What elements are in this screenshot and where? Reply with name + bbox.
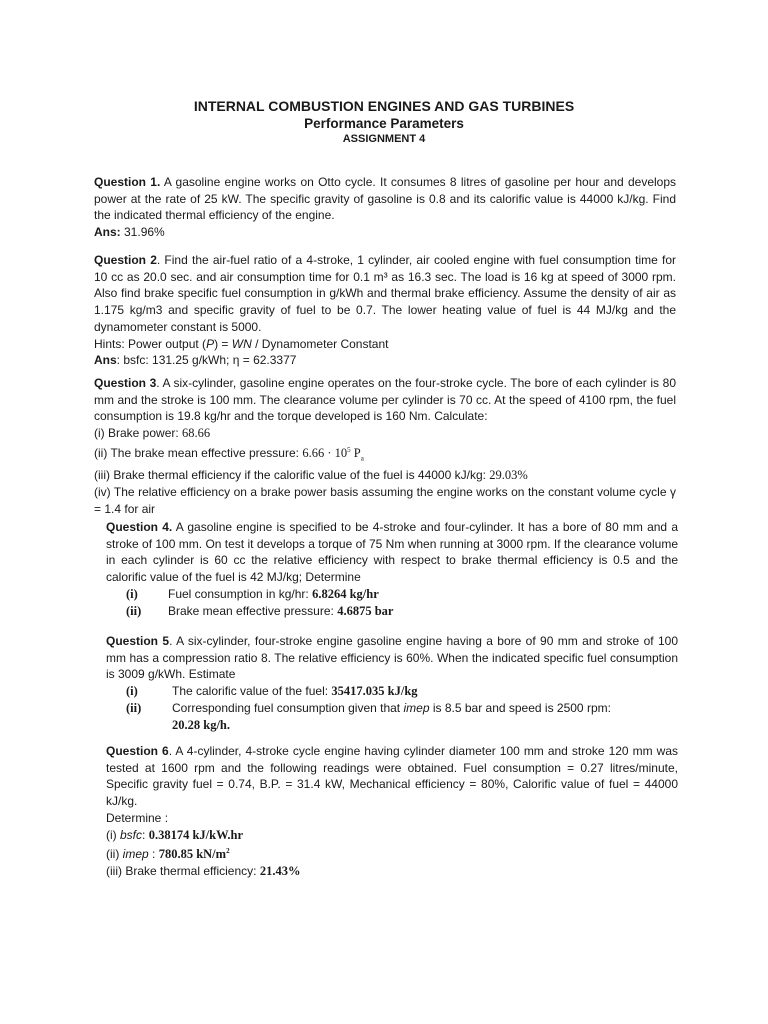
question-6-part-iii: (iii) Brake thermal efficiency: 21.43% bbox=[106, 864, 301, 879]
question-5-label: Question 5 bbox=[106, 634, 170, 648]
answer-value: 4.6875 bar bbox=[337, 603, 394, 618]
question-4 bbox=[106, 519, 678, 619]
question-2-label: Question 2 bbox=[94, 253, 157, 267]
answer-label: Ans: bbox=[94, 225, 121, 240]
question-6-part-ii: (ii) imep : 780.85 $kN/m^2$ bbox=[106, 847, 230, 862]
answer-value: 29.03% bbox=[489, 468, 528, 483]
document-header bbox=[0, 98, 768, 146]
answer-value: 780.85 $kN/m^2$ bbox=[158, 847, 230, 862]
question-1-text bbox=[94, 174, 676, 224]
assignment-number: ASSIGNMENT 4 bbox=[342, 133, 426, 145]
question-5-text bbox=[106, 633, 678, 683]
question-1-label: Question 1. bbox=[94, 175, 161, 189]
question-6-body: . A 4-cylinder, 4-stroke cycle engine having cylinder diameter 100 mm and stroke 120 mm was tested at 1600 rpm and the following readings were obtained. Fuel consumption = 0.27 litres/minute, Specific gravity fuel = 0.74, B.P. = 31.4 kW, Mechanical efficiency = 80%, Calorific value of fuel = 44000 kJ/kg. bbox=[106, 744, 678, 809]
question-1-body: A gasoline engine works on Otto cycle. It consumes 8 litres of gasoline per hour and develops power at the rate of 25 kW. The specific gravity of gasoline is 0.8 and its calorific value is 44000 kJ/kg. Find the indicated thermal efficiency of the engine. bbox=[94, 175, 677, 223]
question-4-part-i: (i) Fuel consumption in kg/hr: 6.8264 kg/hr bbox=[126, 586, 379, 601]
question-6-determine: Determine : bbox=[106, 810, 169, 825]
question-6-label: Question 6 bbox=[106, 744, 169, 758]
question-4-body: A gasoline engine is specified to be 4-stroke and four-cylinder. It has a bore of 80 mm and a stroke of 100 mm. On test it develops a torque of 75 Nm when running at 3000 rpm. If the clearance volume in each cylinder is 60 cc the relative efficiency with respect to brake thermal efficiency is 0.5 and the calorific value of the fuel is 42 MJ/kg; Determine bbox=[106, 520, 678, 585]
question-3-part-ii: (ii) The brake mean effective pressure: $6.66 \cdot 10^5$ $P_a$ bbox=[94, 445, 364, 463]
question-6 bbox=[106, 743, 678, 880]
question-2-answer bbox=[94, 352, 676, 369]
question-5-part-ii: (ii) Corresponding fuel consumption given that imep is 8.5 bar and speed is 2500 rpm: 20.28 kg/h. bbox=[126, 700, 611, 732]
question-3 bbox=[94, 375, 676, 516]
question-4-label: Question 4. bbox=[106, 520, 173, 534]
question-1-answer bbox=[94, 224, 676, 241]
document-subtitle: Performance Parameters bbox=[304, 116, 464, 131]
answer-value: 6.8264 kg/hr bbox=[312, 586, 379, 601]
question-2 bbox=[94, 252, 676, 369]
question-2-body: . Find the air-fuel ratio of a 4-stroke, 1 cylinder, air cooled engine with fuel consumption time for 10 cc as 20.0 sec. and air consumption time for 0.1 m³ as 16.3 sec. The load is 16 kg at speed of 3000 rpm. Also find brake specific fuel consumption in g/kWh and thermal brake efficiency. Assume the density of air as 1.175 kg/m3 and specific gravity of fuel to be 0.7. The lower heating value of fuel is 44 MJ/kg and the dynamometer constant is 5000. bbox=[94, 253, 676, 334]
answer-label: Ans bbox=[94, 353, 117, 368]
answer-value: 68.66 bbox=[182, 426, 211, 441]
question-3-text bbox=[94, 375, 676, 425]
answer-value: : bsfc: 131.25 g/kWh; η = 62.3377 bbox=[116, 353, 297, 368]
question-1 bbox=[94, 174, 676, 241]
question-6-text bbox=[106, 743, 678, 810]
question-5 bbox=[106, 633, 678, 733]
question-5-part-i: (i) The calorific value of the fuel: 35417.035 kJ/kg bbox=[126, 684, 418, 699]
answer-value: 35417.035 kJ/kg bbox=[331, 684, 418, 699]
question-3-label: Question 3 bbox=[94, 376, 157, 390]
question-6-part-i: (i) bsfc: 0.38174 kJ/kW.hr bbox=[106, 827, 244, 842]
question-4-text bbox=[106, 519, 678, 586]
answer-value: 31.96% bbox=[120, 225, 165, 240]
answer-value: 21.43% bbox=[259, 864, 301, 879]
question-2-hint: Hints: Power output (P) = WN / Dynamometer Constant bbox=[94, 336, 389, 351]
question-4-part-ii: (ii) Brake mean effective pressure: 4.6875 bar bbox=[126, 603, 394, 618]
question-5-body: . A six-cylinder, four-stroke engine gasoline engine having a bore of 90 mm and stroke of 100 mm has a compression ratio 8. The relative efficiency is 60%. When the indicated specific fuel consumption is 3009 g/kWh. Estimate bbox=[106, 634, 679, 682]
question-3-part-iv: (iv) The relative efficiency on a brake power basis assuming the engine works on the constant volume cycle γ = 1.4 for air bbox=[94, 484, 676, 516]
question-3-body: . A six-cylinder, gasoline engine operates on the four-stroke cycle. The bore of each cylinder is 80 mm and the stroke is 100 mm. The clearance volume per cylinder is 70 cc. At the speed of 4100 rpm, the fuel consumption is 19.8 kg/hr and the torque developed is 160 Nm. Calculate: bbox=[94, 376, 676, 424]
answer-value: 20.28 kg/h. bbox=[172, 717, 231, 732]
answer-value: 0.38174 kJ/kW.hr bbox=[148, 827, 244, 842]
answer-value: $6.66 \cdot 10^5$ $P_a$ bbox=[302, 445, 364, 463]
question-3-part-i: (i) Brake power: 68.66 bbox=[94, 426, 211, 441]
document-title: INTERNAL COMBUSTION ENGINES AND GAS TURBINES bbox=[193, 98, 575, 114]
question-2-text bbox=[94, 252, 676, 336]
question-3-part-iii: (iii) Brake thermal efficiency if the calorific value of the fuel is 44000 kJ/kg: 29.03% bbox=[94, 468, 528, 483]
